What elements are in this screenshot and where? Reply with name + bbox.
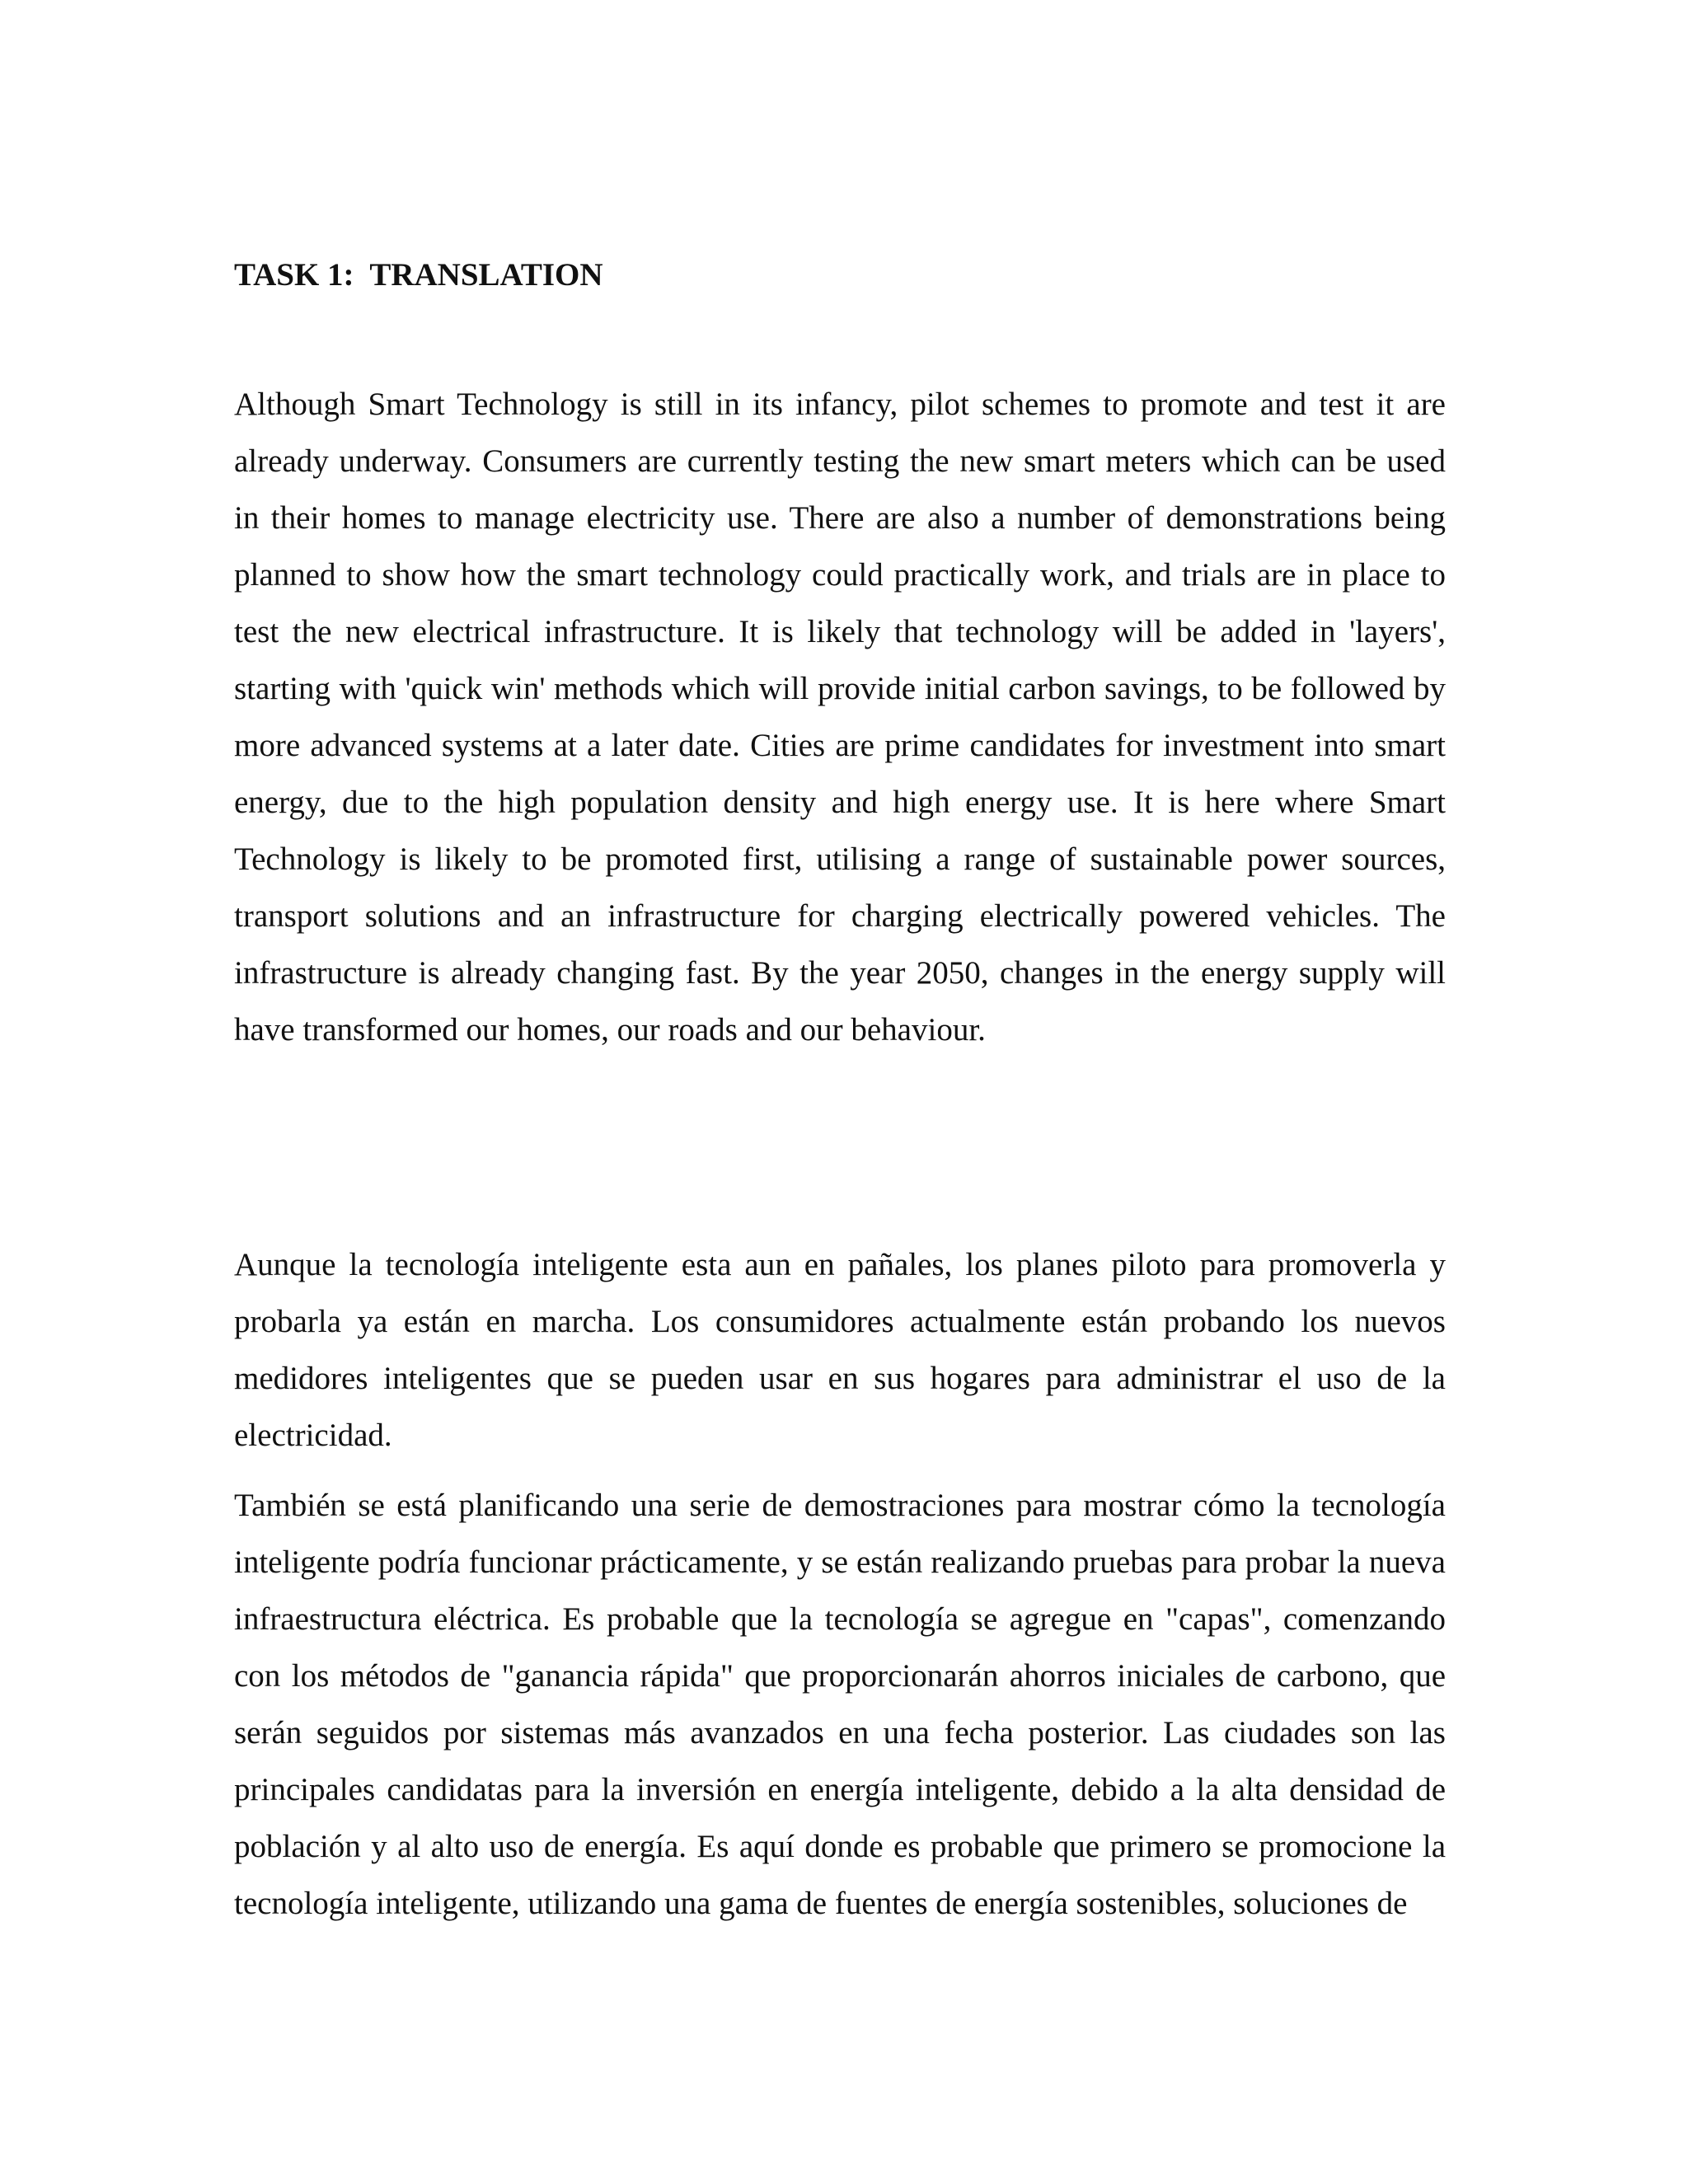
source-paragraph: Although Smart Technology is still in its infancy, pilot schemes to promote and test it are already underway. Consumers are currently testing the new smart meters which can be used in their homes to manage electricity use. There are also a number of demonstrations being planned to show how the smart technology could practically work, and trials are in place to test the new electrical infrastructure. It is likely that technology will be added in 'layers', starting with 'quick win' methods which will provide initial carbon savings, to be followed by more advanced systems at a later date. Cities are prime candidates for investment into smart energy, due to the high population density and high energy use. It is here where Smart Technology is likely to be promoted first, utilising a range of sustainable power sources, transport solutions and an infrastructure for charging electrically powered vehicles. The infrastructure is already changing fast. By the year 2050, changes in the energy supply will have transformed our homes, our roads and our behaviour.	[234, 387, 1446, 1047]
task-heading: TASK 1: TRANSLATION	[234, 257, 603, 293]
translation-paragraph-2: También se está planificando una serie de demostraciones para mostrar cómo la tecnología inteligente podría funcionar prácticamente, y se están realizando pruebas para probar la nueva infraestructura eléctrica. Es probable que la tecnología se agregue en "capas", comenzando con los métodos de "ganancia rápida" que proporcionarán ahorros iniciales de carbono, que serán seguidos por sistemas más avanzados en una fecha posterior. Las ciudades son las principales candidatas para la inversión en energía inteligente, debido a la alta densidad de población y al alto uso de energía. Es aquí donde es probable que primero se promocione la tecnología inteligente, utilizando una gama de fuentes de energía sostenibles, soluciones de	[234, 1488, 1446, 1921]
translation-paragraph-1: Aunque la tecnología inteligente esta aun en pañales, los planes piloto para promoverla y probarla ya están en marcha. Los consumidores actualmente están probando los nuevos medidores inteligentes que se pueden usar en sus hogares para administrar el uso de la electricidad.	[234, 1247, 1446, 1453]
